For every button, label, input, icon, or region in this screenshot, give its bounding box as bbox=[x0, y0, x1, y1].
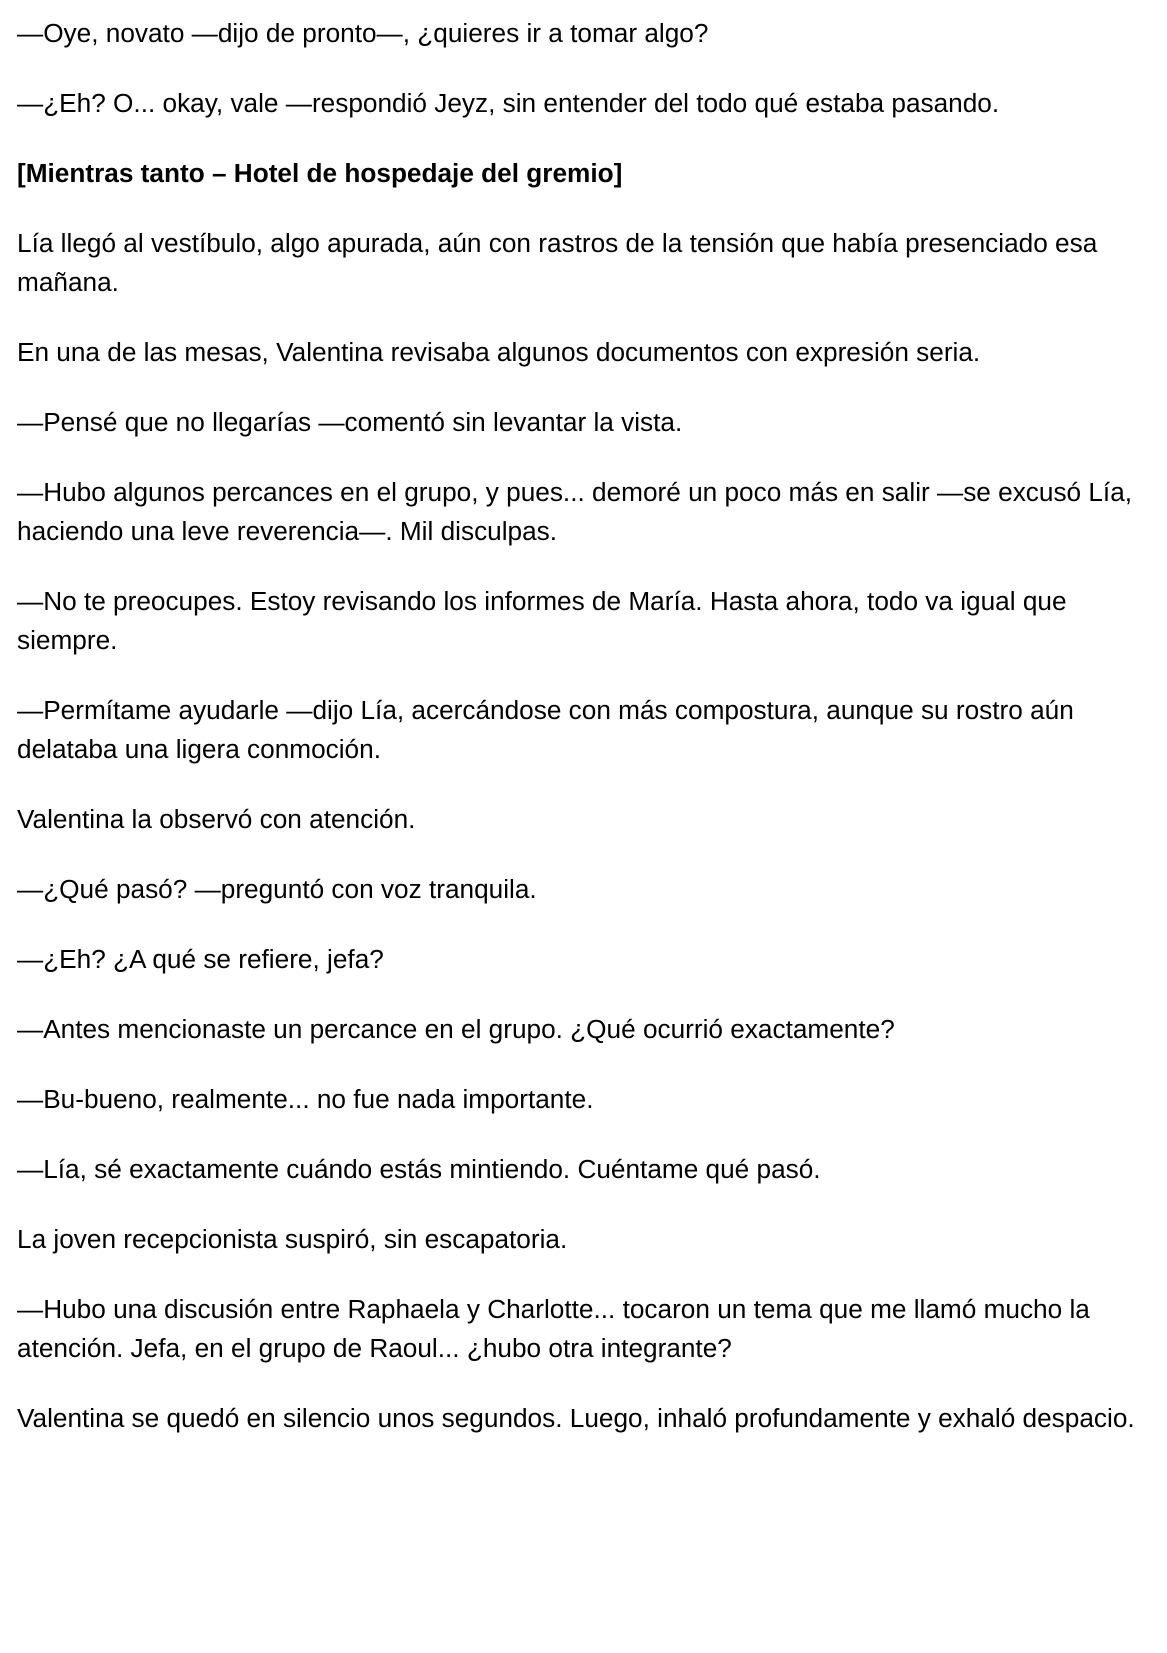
dialogue-paragraph: —¿Eh? ¿A qué se refiere, jefa? bbox=[17, 944, 384, 974]
dialogue-paragraph: —Hubo una discusión entre Raphaela y Charlotte... tocaron un tema que me llamó mucho la atención. Jefa, en el grupo de Raoul... ¿hubo otra integrante? bbox=[17, 1294, 1090, 1363]
dialogue-paragraph: —Permítame ayudarle —dijo Lía, acercándose con más compostura, aunque su rostro aún delataba una ligera conmoción. bbox=[17, 695, 1074, 764]
narrative-paragraph: En una de las mesas, Valentina revisaba algunos documentos con expresión seria. bbox=[17, 337, 981, 367]
dialogue-paragraph: —No te preocupes. Estoy revisando los informes de María. Hasta ahora, todo va igual que siempre. bbox=[17, 586, 1067, 655]
narrative-paragraph: Valentina se quedó en silencio unos segundos. Luego, inhaló profundamente y exhaló despacio. bbox=[17, 1403, 1135, 1433]
dialogue-paragraph: —Pensé que no llegarías —comentó sin levantar la vista. bbox=[17, 407, 683, 437]
dialogue-paragraph: —¿Qué pasó? —preguntó con voz tranquila. bbox=[17, 874, 537, 904]
narrative-paragraph: Lía llegó al vestíbulo, algo apurada, aún con rastros de la tensión que había presenciado esa mañana. bbox=[17, 228, 1098, 297]
narrative-paragraph: La joven recepcionista suspiró, sin escapatoria. bbox=[17, 1224, 568, 1254]
dialogue-paragraph: —Hubo algunos percances en el grupo, y pues... demoré un poco más en salir —se excusó Lía, haciendo una leve reverencia—. Mil disculpas. bbox=[17, 477, 1133, 546]
scene-heading: [Mientras tanto – Hotel de hospedaje del gremio] bbox=[17, 158, 623, 188]
dialogue-paragraph: —Antes mencionaste un percance en el grupo. ¿Qué ocurrió exactamente? bbox=[17, 1014, 895, 1044]
dialogue-paragraph: —Oye, novato —dijo de pronto—, ¿quieres ir a tomar algo? bbox=[17, 18, 709, 48]
dialogue-paragraph: —Lía, sé exactamente cuándo estás mintiendo. Cuéntame qué pasó. bbox=[17, 1154, 821, 1184]
narrative-paragraph: Valentina la observó con atención. bbox=[17, 804, 416, 834]
dialogue-paragraph: —Bu-bueno, realmente... no fue nada importante. bbox=[17, 1084, 594, 1114]
dialogue-paragraph: —¿Eh? O... okay, vale —respondió Jeyz, sin entender del todo qué estaba pasando. bbox=[17, 88, 1000, 118]
